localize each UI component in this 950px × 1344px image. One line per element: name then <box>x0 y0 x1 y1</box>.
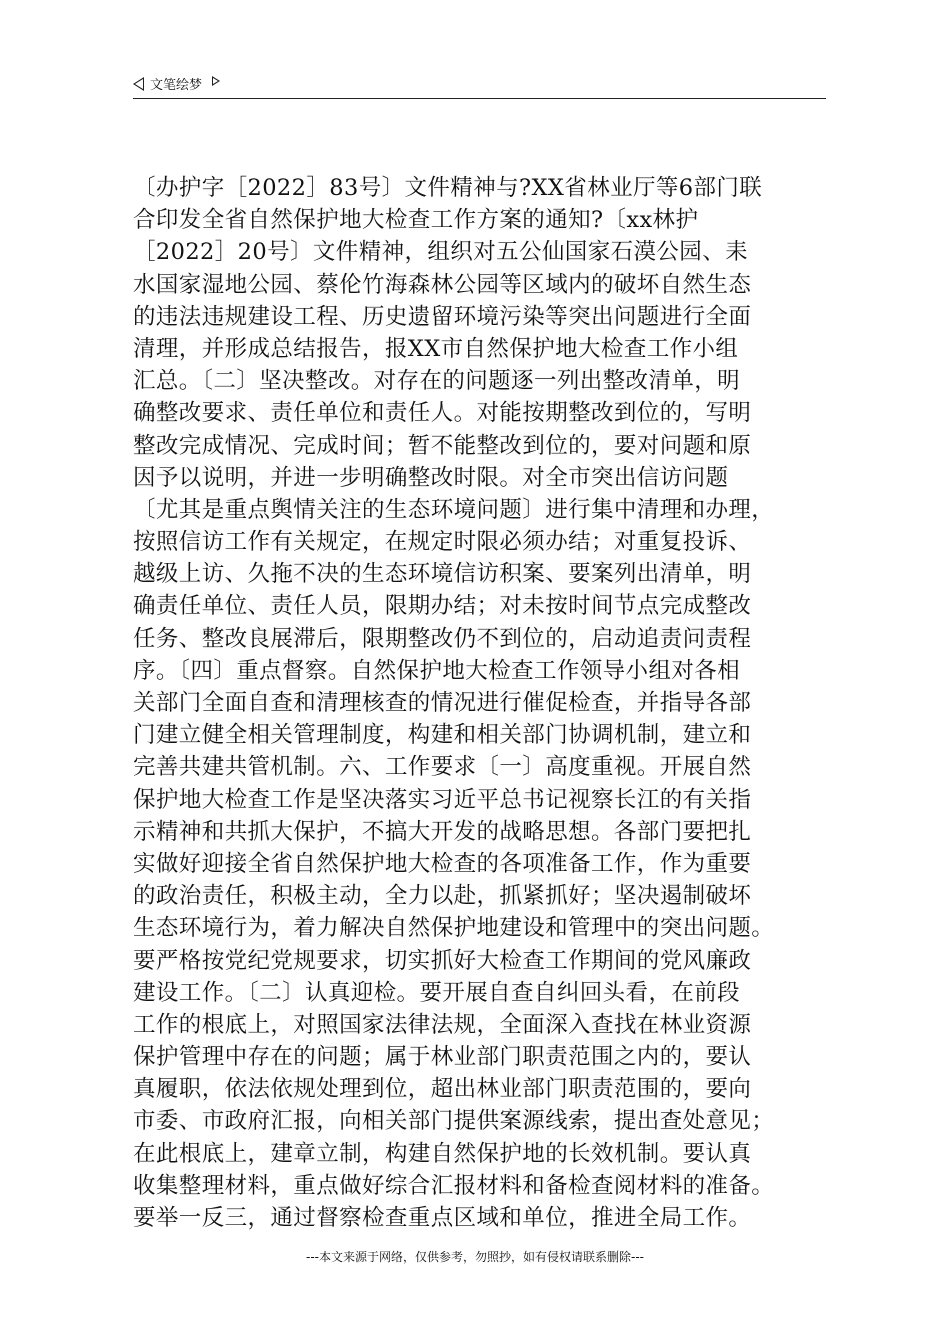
text-line: ［2022］20号〕文件精神，组织对五公仙国家石漠公园、耒 <box>133 239 748 266</box>
page-footer: ---本文来源于网络，仅供参考，勿照抄，如有侵权请联系删除--- <box>306 1250 644 1264</box>
text-line: 门建立健全相关管理制度，构建和相关部门协调机制，建立和 <box>133 722 752 749</box>
text-line: 整改完成情况、完成时间；暂不能整改到位的，要对问题和原 <box>133 432 752 459</box>
text-line: 收集整理材料，重点做好综合汇报材料和备检查阅材料的准备。 <box>133 1172 775 1199</box>
text-line: 实做好迎接全省自然保护地大检查的各项准备工作，作为重要 <box>133 850 752 877</box>
text-line: 序。〔四〕重点督察。自然保护地大检查工作领导小组对各相 <box>133 657 741 684</box>
triangle-right-icon <box>212 76 220 86</box>
text-line: 任务、整改良展滞后，限期整改仍不到位的，启动追责问责程 <box>133 625 752 652</box>
text-line: 的政治责任，积极主动，全力以赴，抓紧抓好；坚决遏制破坏 <box>133 883 752 910</box>
text-line: 要严格按党纪党规要求，切实抓好大检查工作期间的党风廉政 <box>133 947 752 974</box>
triangle-left-icon <box>133 77 144 91</box>
text-line: 示精神和共抓大保护，不搞大开发的战略思想。各部门要把扎 <box>133 818 752 845</box>
text-line: 〔尤其是重点舆情关注的生态环境问题〕进行集中清理和办理， <box>133 496 775 523</box>
text-line: 市委、市政府汇报，向相关部门提供案源线索，提出查处意见； <box>133 1108 775 1135</box>
text-line: 越级上访、久拖不决的生态环境信访积案、要案列出清单，明 <box>133 561 752 588</box>
text-line: 水国家湿地公园、蔡伦竹海森林公园等区域内的破坏自然生态 <box>133 271 752 298</box>
text-line: 完善共建共管机制。六、工作要求〔一〕高度重视。开展自然 <box>133 754 752 781</box>
text-line: 汇总。〔二〕坚决整改。对存在的问题逐一列出整改清单，明 <box>133 368 741 395</box>
text-line: 关部门全面自查和清理核查的情况进行催促检查，并指导各部 <box>133 690 752 716</box>
header-brand <box>133 74 220 93</box>
text-line: 确责任单位、责任人员，限期办结；对未按时间节点完成整改 <box>133 593 752 620</box>
text-line: 建设工作。〔二〕认真迎检。要开展自查自纠回头看，在前段 <box>133 979 741 1006</box>
text-line: 工作的根底上，对照国家法律法规，全面深入查找在林业资源 <box>133 1011 752 1038</box>
header-title: 文笔绘梦 <box>150 78 203 93</box>
text-line: 的违法违规建设工程、历史遗留环境污染等突出问题进行全面 <box>133 303 752 330</box>
text-line: 因予以说明，并进一步明确整改时限。对全市突出信访问题 <box>133 464 729 491</box>
text-line: 合印发全省自然保护地大检查工作方案的通知?〔xx林护 <box>133 207 699 234</box>
text-line: 清理，并形成总结报告，报XX市自然保护地大检查工作小组 <box>133 335 739 362</box>
page-header <box>133 72 826 99</box>
text-line: 按照信访工作有关规定，在规定时限必须办结；对重复投诉、 <box>133 529 752 556</box>
text-line: 保护管理中存在的问题；属于林业部门职责范围之内的，要认 <box>133 1044 752 1071</box>
text-line: 要举一反三，通过督察检查重点区域和单位，推进全局工作。 <box>133 1205 752 1231</box>
text-line: 真履职，依法依规处理到位，超出林业部门职责范围的，要向 <box>133 1076 752 1103</box>
text-line: 保护地大检查工作是坚决落实习近平总书记视察长江的有关指 <box>133 786 752 813</box>
text-line: 生态环境行为，着力解决自然保护地建设和管理中的突出问题。 <box>133 915 775 942</box>
text-line: 〔办护字［2022］83号〕文件精神与?XX省林业厅等6部门联 <box>133 175 763 201</box>
text-line: 确整改要求、责任单位和责任人。对能按期整改到位的，写明 <box>133 400 752 427</box>
document-body <box>133 172 833 1234</box>
text-line: 在此根底上，建章立制，构建自然保护地的长效机制。要认真 <box>133 1140 752 1167</box>
